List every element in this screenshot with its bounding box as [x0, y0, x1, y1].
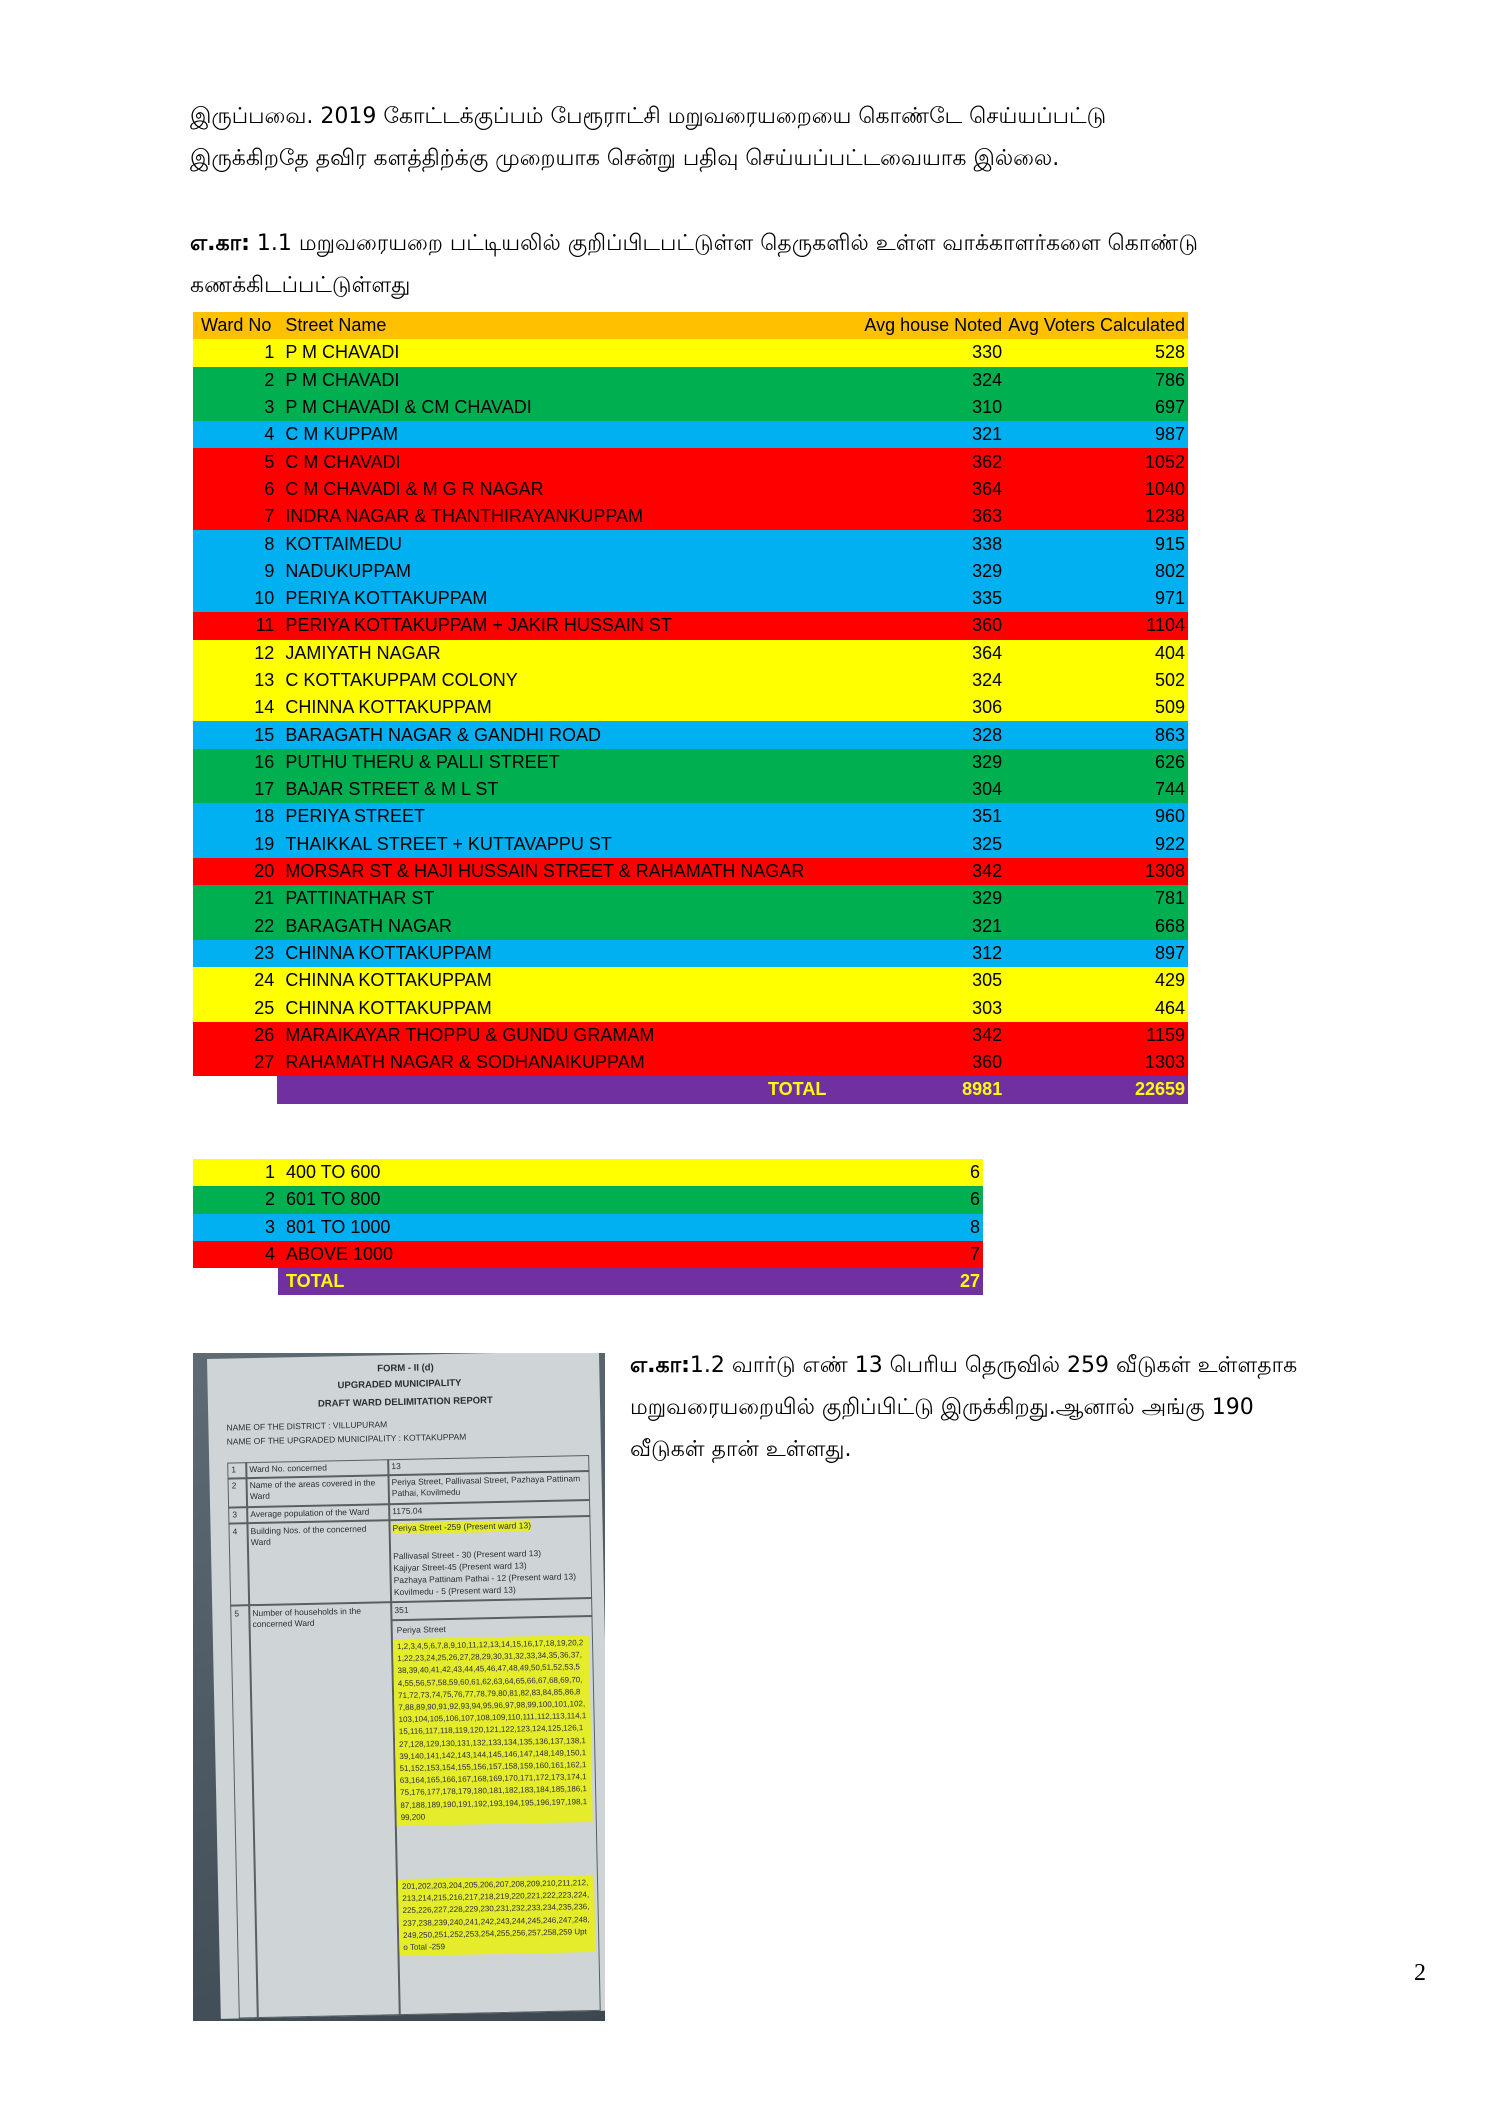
ward-no-cell: 1: [264, 342, 275, 363]
row-4-label: Building Nos. of the concerned Ward: [250, 1523, 367, 1548]
avg-house-cell: 360: [972, 615, 1003, 636]
avg-house-cell: 330: [972, 342, 1003, 363]
table-row: [193, 858, 1188, 885]
table-row: [193, 967, 1188, 994]
street-name-cell: NADUKUPPAM: [285, 560, 412, 581]
avg-voters-cell: 404: [1154, 642, 1185, 663]
street-name-cell: PATTINATHAR ST: [285, 888, 435, 909]
table-row: [193, 394, 1188, 421]
row-4-value-3: Kajiyar Street-45 (Present ward 13): [393, 1560, 527, 1574]
table-row: [193, 803, 1188, 830]
row-3-label: Average population of the Ward: [250, 1506, 370, 1520]
avg-house-cell: 321: [972, 915, 1003, 936]
avg-voters-cell: 802: [1154, 560, 1185, 581]
table-row: [193, 749, 1188, 776]
house-number-list-2: 201,202,203,204,205,206,207,208,209,210,211,212,213,214,215,216,217,218,219,220,221,222,223,224,225,226,227,228,229,230,231,232,233,234,235,236,237,238,239,240,241,242,243,244,245,246,247,248,249,250,251,252,253,254,255,256,257,258,259 Upto Total -259: [398, 1875, 596, 1956]
avg-voters-cell: 509: [1154, 697, 1185, 718]
avg-house-cell: 329: [972, 888, 1003, 909]
row-3-value: 1175.04: [392, 1505, 423, 1517]
ward-no-cell: 24: [254, 970, 275, 991]
avg-house-cell: 325: [972, 833, 1003, 854]
avg-voters-cell: 626: [1154, 751, 1185, 772]
row-3-no: 3: [232, 1509, 238, 1520]
avg-voters-cell: 464: [1154, 997, 1185, 1018]
avg-voters-cell: 1040: [1144, 478, 1185, 499]
avg-house-cell: 329: [972, 560, 1003, 581]
row-2-label: Name of the areas covered in the Ward: [249, 1477, 376, 1502]
form-photo: [193, 1353, 605, 2021]
table-row: [193, 558, 1188, 585]
table-row: [193, 994, 1188, 1021]
street-name-cell: PERIYA KOTTAKUPPAM: [285, 588, 488, 609]
street-name-cell: PUTHU THERU & PALLI STREET: [285, 751, 560, 772]
avg-voters-cell: 1238: [1144, 506, 1185, 527]
paragraph-intro-line-2: இருக்கிறதே தவிர களத்திற்க்கு முறையாக சென்று பதிவு செய்யப்பட்டவையாக இல்லை.: [190, 146, 1060, 171]
avg-house-cell: 304: [972, 779, 1003, 800]
street-name-cell: INDRA NAGAR & THANTHIRAYANKUPPAM: [285, 506, 644, 527]
avg-voters-cell: 987: [1154, 424, 1185, 445]
table-row: [193, 640, 1188, 667]
ward-no-cell: 3: [264, 397, 275, 418]
form-grid: [227, 1455, 601, 2018]
row-5-label: Number of households in the concerned Ward: [252, 1605, 362, 1630]
table-row: [193, 421, 1188, 448]
avg-voters-cell: 863: [1154, 724, 1185, 745]
row-4-value-2: Pallivasal Street - 30 (Present ward 13): [393, 1548, 542, 1562]
range-row: [193, 1241, 983, 1268]
form-municipality: NAME OF THE UPGRADED MUNICIPALITY : KOTTAKUPPAM: [226, 1431, 467, 1447]
paragraph-intro: [190, 96, 1340, 180]
ward-no-cell: 26: [254, 1024, 275, 1045]
ward-no-cell: 12: [254, 642, 275, 663]
form-heading-2: DRAFT WARD DELIMITATION REPORT: [317, 1395, 493, 1410]
table-row: [193, 367, 1188, 394]
range-no-cell: 2: [264, 1189, 275, 1210]
table-row: [193, 503, 1188, 530]
ward-no-cell: 6: [264, 478, 275, 499]
range-total-row: [193, 1268, 983, 1295]
ward-no-cell: 4: [264, 424, 275, 445]
table-row: [193, 694, 1188, 721]
example-1-2-text: 1.2 வார்டு எண் 13 பெரிய தெருவில் 259 வீடுகள் உள்ளதாக: [689, 1353, 1298, 1378]
avg-house-cell: 310: [972, 397, 1003, 418]
table-row: [193, 1022, 1188, 1049]
table-row: [193, 585, 1188, 612]
ward-no-cell: 23: [254, 942, 275, 963]
range-no-cell: 3: [264, 1216, 275, 1237]
ward-no-cell: 16: [254, 751, 275, 772]
table-row: [193, 339, 1188, 366]
avg-house-cell: 303: [972, 997, 1003, 1018]
form-heading-1: UPGRADED MUNICIPALITY: [337, 1377, 462, 1392]
ward-no-cell: 20: [254, 861, 275, 882]
table-row: [193, 476, 1188, 503]
avg-house-cell: 329: [972, 751, 1003, 772]
ward-no-cell: 5: [264, 451, 275, 472]
range-total-count: 27: [868, 1268, 983, 1295]
table-row: [193, 831, 1188, 858]
range-no-cell: 4: [264, 1244, 275, 1265]
street-name-cell: C M CHAVADI: [285, 451, 401, 472]
ward-no-cell: 8: [264, 533, 275, 554]
street-name-cell: BAJAR STREET & M L ST: [285, 779, 499, 800]
street-name-cell: P M CHAVADI: [285, 369, 400, 390]
row-4-value-4: Pazhaya Pattinam Pathai - 12 (Present ward 13): [393, 1571, 577, 1586]
ward-voters-table-body: [193, 312, 1188, 1104]
table-row: [193, 913, 1188, 940]
column-header: Street Name: [285, 315, 387, 336]
avg-voters-cell: 781: [1154, 888, 1185, 909]
row-1-no: 1: [231, 1464, 237, 1475]
range-count-cell: 7: [969, 1244, 980, 1265]
avg-voters-cell: 1052: [1144, 451, 1185, 472]
street-name-cell: THAIKKAL STREET + KUTTAVAPPU ST: [285, 833, 612, 854]
range-count-cell: 8: [969, 1216, 980, 1237]
column-header: Avg Voters Calculated: [1008, 315, 1185, 336]
ward-no-cell: 22: [254, 915, 275, 936]
blank-cell: [193, 1076, 277, 1103]
ward-no-cell: 9: [264, 560, 275, 581]
form-number: FORM - II (d): [377, 1362, 434, 1375]
range-label-cell: 400 TO 600: [286, 1162, 381, 1183]
street-name-cell: RAHAMATH NAGAR & SODHANAIKUPPAM: [285, 1052, 645, 1073]
table-header-row: [193, 312, 1188, 339]
avg-voters-cell: 897: [1154, 942, 1185, 963]
avg-voters-cell: 1159: [1146, 1024, 1185, 1045]
row-1-value: 13: [391, 1460, 401, 1472]
avg-house-cell: 351: [972, 806, 1003, 827]
row-2-no: 2: [231, 1480, 237, 1491]
list-title: Periya Street: [396, 1624, 446, 1636]
avg-voters-cell: 668: [1154, 915, 1185, 936]
avg-voters-cell: 1303: [1144, 1052, 1185, 1073]
avg-voters-cell: 915: [1154, 533, 1185, 554]
ward-no-cell: 19: [254, 833, 275, 854]
example-caption: எ.கா:: [630, 1353, 690, 1378]
range-row: [193, 1159, 983, 1186]
total-voters: 22659: [1005, 1076, 1188, 1103]
ward-no-cell: 25: [254, 997, 275, 1018]
voter-range-table-body: [193, 1159, 983, 1295]
avg-house-cell: 335: [972, 588, 1003, 609]
voter-range-table: [193, 1159, 983, 1295]
range-label-cell: 601 TO 800: [286, 1189, 381, 1210]
avg-voters-cell: 1308: [1144, 861, 1185, 882]
table-row: [193, 940, 1188, 967]
avg-voters-cell: 502: [1154, 670, 1185, 690]
street-name-cell: BARAGATH NAGAR & GANDHI ROAD: [285, 724, 602, 745]
avg-house-cell: 360: [972, 1052, 1003, 1073]
row-4-no: 4: [232, 1526, 238, 1537]
street-name-cell: BARAGATH NAGAR: [285, 915, 453, 936]
ward-no-cell: 7: [264, 506, 275, 527]
avg-voters-cell: 429: [1154, 970, 1185, 991]
total-label: TOTAL: [277, 1076, 856, 1103]
table-row: [193, 448, 1188, 475]
row-1-label: Ward No. concerned: [249, 1462, 328, 1475]
range-label-cell: ABOVE 1000: [286, 1244, 394, 1265]
street-name-cell: MARAIKAYAR THOPPU & GUNDU GRAMAM: [285, 1024, 655, 1045]
avg-house-cell: 328: [972, 724, 1003, 745]
range-count-cell: 6: [969, 1189, 980, 1210]
avg-house-cell: 321: [972, 424, 1003, 445]
table-row: [193, 612, 1188, 639]
paragraph-example-1-1: [190, 223, 1440, 307]
table-row: [193, 530, 1188, 557]
row-2-value: Periya Street, Pallivasal Street, Pazhaya Pattinam Pathai, Kovilmedu: [391, 1473, 581, 1499]
row-4-value-5: Kovilmedu - 5 (Present ward 13): [393, 1584, 516, 1598]
ward-voters-table: [193, 312, 1188, 1104]
ward-no-cell: 15: [254, 724, 275, 745]
avg-voters-cell: 922: [1154, 833, 1185, 854]
avg-house-cell: 362: [972, 451, 1003, 472]
row-5-value: 351: [394, 1604, 409, 1616]
street-name-cell: C M CHAVADI & M G R NAGAR: [285, 478, 544, 499]
avg-voters-cell: 786: [1154, 369, 1185, 390]
avg-house-cell: 364: [972, 478, 1003, 499]
avg-house-cell: 363: [972, 506, 1003, 527]
row-5-no: 5: [234, 1608, 240, 1619]
street-name-cell: P M CHAVADI & CM CHAVADI: [285, 397, 532, 418]
form-district: NAME OF THE DISTRICT : VILLUPURAM: [226, 1419, 388, 1433]
table-row: [193, 667, 1188, 694]
ward-no-cell: 13: [254, 670, 275, 690]
ward-no-cell: 27: [254, 1052, 275, 1073]
ward-no-cell: 21: [254, 888, 275, 909]
avg-voters-cell: 697: [1154, 397, 1185, 418]
avg-voters-cell: 1104: [1146, 615, 1185, 636]
range-no-cell: 1: [264, 1162, 275, 1183]
example-1-2-line-3: வீடுகள் தான் உள்ளது.: [630, 1437, 852, 1462]
house-number-list-1: 1,2,3,4,5,6,7,8,9,10,11,12,13,14,15,16,17,18,19,20,21,22,23,24,25,26,27,28,29,30,31,32,33,34,35,36,37,38,39,40,41,42,43,44,45,46,47,48,49,50,51,52,53,54,55,56,57,58,59,60,61,62,63,64,65,66,67,68,69,70,71,72,73,74,75,76,77,78,79,80,81,82,83,84,85,86,87,88,89,90,91,92,93,94,95,96,97,98,99,100,101,102,103,104,105,106,107,108,109,110,111,112,113,114,115,116,117,118,119,120,121,122,123,124,125,126,127,128,129,130,131,132,133,134,135,136,137,138,139,140,141,142,143,144,145,146,147,148,149,150,151,152,153,154,155,156,157,158,159,160,161,162,163,164,165,166,167,168,169,170,171,172,173,174,175,176,177,178,179,180,181,182,183,184,185,186,187,188,189,190,191,192,193,194,195,196,197,198,199,200: [393, 1635, 593, 1826]
form-sheet: [207, 1353, 605, 2019]
example-1-1-line-2: கணக்கிடப்பட்டுள்ளது: [190, 273, 411, 298]
blank-cell: [193, 1268, 278, 1295]
range-total-label: TOTAL: [278, 1268, 868, 1295]
avg-house-cell: 324: [972, 369, 1003, 390]
street-name-cell: CHINNA KOTTAKUPPAM: [285, 997, 492, 1018]
example-1-1-text: 1.1 மறுவரையறை பட்டியலில் குறிப்பிடபட்டுள்ள தெருகளில் உள்ள வாக்காளர்களை கொண்டு: [249, 231, 1199, 256]
avg-house-cell: 342: [972, 861, 1003, 882]
street-name-cell: CHINNA KOTTAKUPPAM: [285, 697, 492, 718]
avg-house-cell: 312: [972, 942, 1003, 963]
avg-house-cell: 305: [972, 970, 1003, 991]
table-row: [193, 885, 1188, 912]
table-row: [193, 1049, 1188, 1076]
table-total-row: [193, 1076, 1188, 1103]
example-1-1-line-1: [190, 223, 1440, 265]
ward-no-cell: 14: [254, 697, 275, 718]
street-name-cell: PERIYA STREET: [285, 806, 426, 827]
ward-no-cell: 2: [264, 369, 275, 390]
street-name-cell: C M KUPPAM: [285, 424, 399, 445]
example-1-2-line-2: மறுவரையறையில் குறிப்பிட்டு இருக்கிறது.ஆனால் அங்கு 190: [630, 1395, 1254, 1420]
street-name-cell: MORSAR ST & HAJI HUSSAIN STREET & RAHAMATH NAGAR: [285, 861, 805, 882]
row-4-value-1: Periya Street -259 (Present ward 13): [392, 1520, 532, 1534]
ward-no-cell: 11: [255, 615, 275, 636]
street-name-cell: C KOTTAKUPPAM COLONY: [285, 670, 518, 690]
table-row: [193, 721, 1188, 748]
range-count-cell: 6: [969, 1162, 980, 1183]
avg-voters-cell: 744: [1154, 779, 1185, 800]
range-label-cell: 801 TO 1000: [286, 1216, 391, 1237]
example-caption: எ.கா:: [190, 231, 250, 256]
avg-house-cell: 338: [972, 533, 1003, 554]
total-houses: 8981: [856, 1076, 1005, 1103]
ward-no-cell: 17: [254, 779, 275, 800]
street-name-cell: CHINNA KOTTAKUPPAM: [285, 942, 492, 963]
street-name-cell: PERIYA KOTTAKUPPAM + JAKIR HUSSAIN ST: [285, 615, 672, 636]
avg-house-cell: 342: [972, 1024, 1003, 1045]
range-row: [193, 1186, 983, 1213]
page-number: 2: [1414, 1960, 1426, 1986]
avg-voters-cell: 528: [1154, 342, 1185, 363]
avg-house-cell: 306: [972, 697, 1003, 718]
paragraph-example-1-2: [630, 1345, 1450, 1471]
avg-house-cell: 324: [972, 670, 1003, 690]
street-name-cell: CHINNA KOTTAKUPPAM: [285, 970, 492, 991]
street-name-cell: JAMIYATH NAGAR: [285, 642, 441, 663]
avg-voters-cell: 960: [1154, 806, 1185, 827]
paragraph-intro-line-1: இருப்பவை. 2019 கோட்டக்குப்பம் பேரூராட்சி மறுவரையறையை கொண்டே செய்யப்பட்டு: [190, 104, 1107, 129]
ward-no-cell: 18: [254, 806, 275, 827]
example-1-2-line-1: [630, 1345, 1450, 1387]
column-header: Avg house Noted: [864, 315, 1003, 336]
column-header: Ward No: [201, 315, 272, 336]
street-name-cell: P M CHAVADI: [285, 342, 400, 363]
range-row: [193, 1214, 983, 1241]
street-name-cell: KOTTAIMEDU: [285, 533, 402, 554]
avg-house-cell: 364: [972, 642, 1003, 663]
avg-voters-cell: 971: [1154, 588, 1185, 609]
table-row: [193, 776, 1188, 803]
ward-no-cell: 10: [254, 588, 275, 609]
